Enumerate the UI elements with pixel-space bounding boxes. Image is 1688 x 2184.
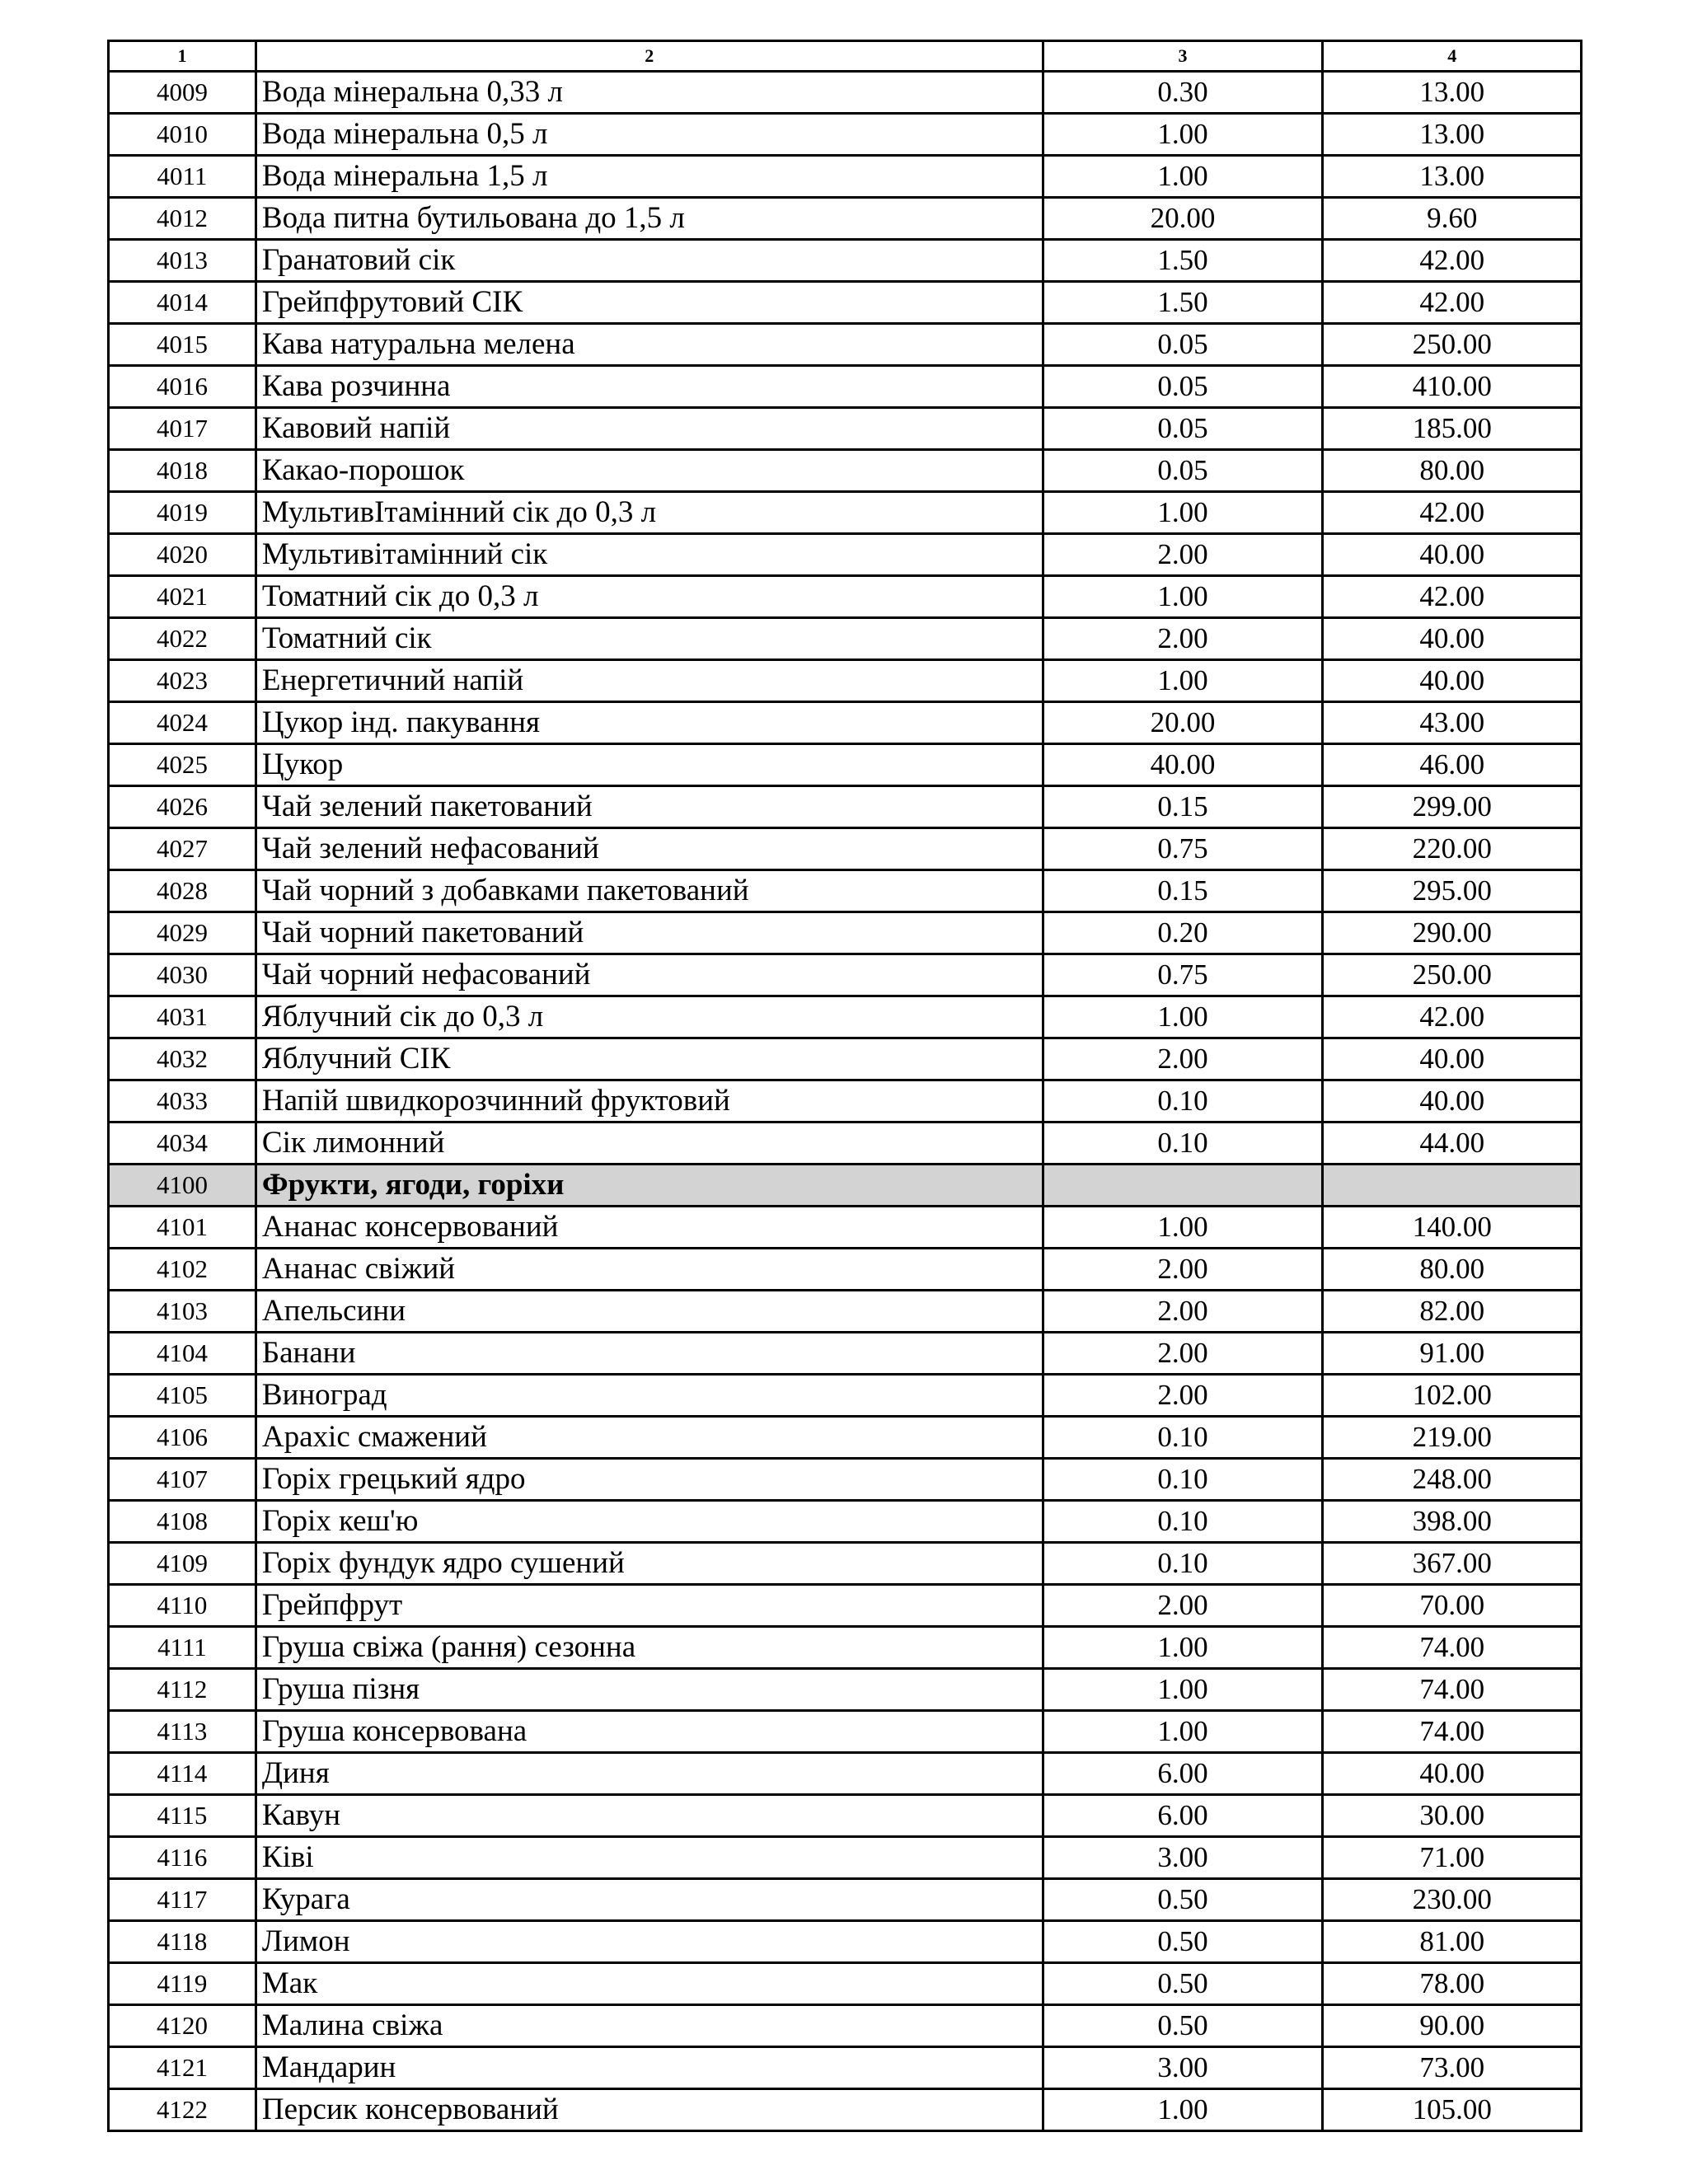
table-row xyxy=(109,72,1582,114)
item-code: 4108 xyxy=(109,1501,256,1543)
table-row xyxy=(109,1038,1582,1080)
item-column-3: 0.50 xyxy=(1043,1963,1323,2005)
item-name: Томатний сік до 0,3 л xyxy=(256,576,1043,618)
item-column-3: 0.50 xyxy=(1043,1921,1323,1963)
item-code: 4103 xyxy=(109,1291,256,1333)
item-name: Грейпфрутовий СІК xyxy=(256,282,1043,324)
price-table xyxy=(107,40,1582,2132)
table-row xyxy=(109,870,1582,912)
item-code: 4122 xyxy=(109,2089,256,2131)
item-name: Яблучний сік до 0,3 л xyxy=(256,996,1043,1038)
item-code: 4023 xyxy=(109,660,256,702)
item-column-3: 0.15 xyxy=(1043,870,1323,912)
column-header-3: 3 xyxy=(1043,41,1323,72)
item-code: 4119 xyxy=(109,1963,256,2005)
item-column-4: 398.00 xyxy=(1323,1501,1582,1543)
item-column-3: 2.00 xyxy=(1043,1249,1323,1291)
table-row xyxy=(109,1921,1582,1963)
item-column-3: 1.00 xyxy=(1043,1711,1323,1753)
table-row xyxy=(109,996,1582,1038)
item-column-4: 30.00 xyxy=(1323,1795,1582,1837)
item-column-3: 0.50 xyxy=(1043,1879,1323,1921)
item-column-4: 44.00 xyxy=(1323,1122,1582,1165)
item-name: Персик консервований xyxy=(256,2089,1043,2131)
item-column-4: 219.00 xyxy=(1323,1417,1582,1459)
item-column-4: 81.00 xyxy=(1323,1921,1582,1963)
item-code: 4027 xyxy=(109,828,256,870)
item-column-4: 82.00 xyxy=(1323,1291,1582,1333)
item-name: Томатний сік xyxy=(256,618,1043,660)
item-column-4 xyxy=(1323,1165,1582,1207)
item-code: 4021 xyxy=(109,576,256,618)
item-code: 4030 xyxy=(109,954,256,996)
item-code: 4120 xyxy=(109,2005,256,2047)
table-row xyxy=(109,912,1582,954)
item-code: 4010 xyxy=(109,114,256,156)
item-name: Фрукти, ягоди, горіхи xyxy=(256,1165,1043,1207)
table-row xyxy=(109,2047,1582,2089)
item-name: Кава натуральна мелена xyxy=(256,324,1043,366)
item-column-3: 1.00 xyxy=(1043,156,1323,198)
item-column-3: 20.00 xyxy=(1043,198,1323,240)
section-row xyxy=(109,1165,1582,1207)
item-name: Чай чорний пакетований xyxy=(256,912,1043,954)
table-row xyxy=(109,1501,1582,1543)
item-name: Банани xyxy=(256,1333,1043,1375)
item-column-4: 40.00 xyxy=(1323,1038,1582,1080)
table-row xyxy=(109,576,1582,618)
item-column-3: 1.00 xyxy=(1043,1669,1323,1711)
item-column-4: 90.00 xyxy=(1323,2005,1582,2047)
item-column-3: 1.00 xyxy=(1043,492,1323,534)
item-name: Цукор xyxy=(256,744,1043,786)
item-name: Вода питна бутильована до 1,5 л xyxy=(256,198,1043,240)
item-column-3: 2.00 xyxy=(1043,1333,1323,1375)
item-name: Гранатовий сік xyxy=(256,240,1043,282)
table-row xyxy=(109,786,1582,828)
item-code: 4115 xyxy=(109,1795,256,1837)
table-row xyxy=(109,1375,1582,1417)
item-code: 4105 xyxy=(109,1375,256,1417)
table-header xyxy=(109,41,1582,72)
item-code: 4111 xyxy=(109,1627,256,1669)
item-column-3: 1.00 xyxy=(1043,114,1323,156)
table-row xyxy=(109,1249,1582,1291)
item-column-3: 0.50 xyxy=(1043,2005,1323,2047)
item-column-4: 73.00 xyxy=(1323,2047,1582,2089)
item-column-3: 0.10 xyxy=(1043,1122,1323,1165)
item-code: 4025 xyxy=(109,744,256,786)
item-column-3: 0.10 xyxy=(1043,1080,1323,1122)
table-row xyxy=(109,2089,1582,2131)
item-code: 4113 xyxy=(109,1711,256,1753)
table-row xyxy=(109,1459,1582,1501)
item-column-4: 80.00 xyxy=(1323,1249,1582,1291)
table-row xyxy=(109,114,1582,156)
item-name: Чай чорний нефасований xyxy=(256,954,1043,996)
table-row xyxy=(109,1417,1582,1459)
item-column-3: 3.00 xyxy=(1043,1837,1323,1879)
table-row xyxy=(109,1207,1582,1249)
item-name: Виноград xyxy=(256,1375,1043,1417)
item-name: Мультивітамінний сік xyxy=(256,534,1043,576)
item-column-4: 40.00 xyxy=(1323,1753,1582,1795)
table-row xyxy=(109,492,1582,534)
item-column-3: 2.00 xyxy=(1043,618,1323,660)
table-row xyxy=(109,1711,1582,1753)
item-code: 4033 xyxy=(109,1080,256,1122)
item-column-3: 0.20 xyxy=(1043,912,1323,954)
table-row xyxy=(109,408,1582,450)
item-column-3: 0.10 xyxy=(1043,1417,1323,1459)
item-column-4: 43.00 xyxy=(1323,702,1582,744)
table-row xyxy=(109,1291,1582,1333)
item-column-3: 1.00 xyxy=(1043,576,1323,618)
item-name: Малина свіжа xyxy=(256,2005,1043,2047)
item-name: Ананас свіжий xyxy=(256,1249,1043,1291)
item-column-4: 70.00 xyxy=(1323,1585,1582,1627)
item-code: 4031 xyxy=(109,996,256,1038)
item-column-4: 290.00 xyxy=(1323,912,1582,954)
item-name: Кавун xyxy=(256,1795,1043,1837)
item-column-3: 3.00 xyxy=(1043,2047,1323,2089)
item-column-4: 220.00 xyxy=(1323,828,1582,870)
item-column-4: 367.00 xyxy=(1323,1543,1582,1585)
item-code: 4009 xyxy=(109,72,256,114)
item-column-3: 6.00 xyxy=(1043,1795,1323,1837)
table-row xyxy=(109,702,1582,744)
item-code: 4022 xyxy=(109,618,256,660)
item-column-4: 250.00 xyxy=(1323,954,1582,996)
item-column-4: 80.00 xyxy=(1323,450,1582,492)
item-column-4: 40.00 xyxy=(1323,1080,1582,1122)
column-header-1: 1 xyxy=(109,41,256,72)
item-column-3: 0.05 xyxy=(1043,408,1323,450)
item-code: 4106 xyxy=(109,1417,256,1459)
item-code: 4024 xyxy=(109,702,256,744)
table-row xyxy=(109,618,1582,660)
item-column-4: 40.00 xyxy=(1323,618,1582,660)
item-column-4: 230.00 xyxy=(1323,1879,1582,1921)
item-column-4: 248.00 xyxy=(1323,1459,1582,1501)
table-row xyxy=(109,198,1582,240)
item-column-4: 9.60 xyxy=(1323,198,1582,240)
item-code: 4114 xyxy=(109,1753,256,1795)
table-row xyxy=(109,1963,1582,2005)
table-row xyxy=(109,1333,1582,1375)
item-name: Ківі xyxy=(256,1837,1043,1879)
item-column-3: 0.10 xyxy=(1043,1543,1323,1585)
item-code: 4118 xyxy=(109,1921,256,1963)
item-code: 4011 xyxy=(109,156,256,198)
item-name: Напій швидкорозчинний фруктовий xyxy=(256,1080,1043,1122)
table-row xyxy=(109,1122,1582,1165)
table-row xyxy=(109,534,1582,576)
table-row xyxy=(109,2005,1582,2047)
item-column-4: 42.00 xyxy=(1323,996,1582,1038)
item-name: Ананас консервований xyxy=(256,1207,1043,1249)
table-row xyxy=(109,828,1582,870)
table-row xyxy=(109,1837,1582,1879)
item-name: Мак xyxy=(256,1963,1043,2005)
item-column-4: 91.00 xyxy=(1323,1333,1582,1375)
item-column-4: 74.00 xyxy=(1323,1669,1582,1711)
item-code: 4017 xyxy=(109,408,256,450)
item-name: Грейпфрут xyxy=(256,1585,1043,1627)
item-code: 4100 xyxy=(109,1165,256,1207)
item-column-3: 0.10 xyxy=(1043,1459,1323,1501)
item-column-4: 13.00 xyxy=(1323,156,1582,198)
table-row xyxy=(109,240,1582,282)
item-column-3: 2.00 xyxy=(1043,1375,1323,1417)
item-column-4: 42.00 xyxy=(1323,576,1582,618)
table-row xyxy=(109,366,1582,408)
item-code: 4028 xyxy=(109,870,256,912)
item-column-3: 2.00 xyxy=(1043,1291,1323,1333)
item-column-3: 1.50 xyxy=(1043,282,1323,324)
item-code: 4016 xyxy=(109,366,256,408)
item-column-4: 46.00 xyxy=(1323,744,1582,786)
item-name: Лимон xyxy=(256,1921,1043,1963)
item-name: Енергетичний напій xyxy=(256,660,1043,702)
table-row xyxy=(109,324,1582,366)
item-column-3: 2.00 xyxy=(1043,534,1323,576)
item-name: Сік лимонний xyxy=(256,1122,1043,1165)
column-header-4: 4 xyxy=(1323,41,1582,72)
item-code: 4112 xyxy=(109,1669,256,1711)
item-name: МультивІтамінний сік до 0,3 л xyxy=(256,492,1043,534)
table-row xyxy=(109,1753,1582,1795)
item-column-3: 0.05 xyxy=(1043,366,1323,408)
item-column-3: 1.00 xyxy=(1043,1207,1323,1249)
item-code: 4032 xyxy=(109,1038,256,1080)
item-column-3: 0.75 xyxy=(1043,954,1323,996)
item-code: 4013 xyxy=(109,240,256,282)
item-name: Диня xyxy=(256,1753,1043,1795)
item-code: 4107 xyxy=(109,1459,256,1501)
item-column-4: 74.00 xyxy=(1323,1627,1582,1669)
item-column-4: 295.00 xyxy=(1323,870,1582,912)
item-column-3: 0.05 xyxy=(1043,324,1323,366)
item-name: Чай чорний з добавками пакетований xyxy=(256,870,1043,912)
item-name: Апельсини xyxy=(256,1291,1043,1333)
table-row xyxy=(109,954,1582,996)
item-column-4: 250.00 xyxy=(1323,324,1582,366)
item-column-3: 20.00 xyxy=(1043,702,1323,744)
item-name: Кавовий напій xyxy=(256,408,1043,450)
header-row xyxy=(109,41,1582,72)
item-column-4: 71.00 xyxy=(1323,1837,1582,1879)
item-code: 4102 xyxy=(109,1249,256,1291)
item-column-4: 105.00 xyxy=(1323,2089,1582,2131)
item-code: 4014 xyxy=(109,282,256,324)
table-body xyxy=(109,72,1582,2131)
column-header-2: 2 xyxy=(256,41,1043,72)
item-name: Груша пізня xyxy=(256,1669,1043,1711)
item-column-3: 0.30 xyxy=(1043,72,1323,114)
item-name: Горіх фундук ядро сушений xyxy=(256,1543,1043,1585)
table-row xyxy=(109,660,1582,702)
item-column-3: 2.00 xyxy=(1043,1585,1323,1627)
table-row xyxy=(109,156,1582,198)
item-code: 4117 xyxy=(109,1879,256,1921)
item-column-3: 0.10 xyxy=(1043,1501,1323,1543)
item-column-4: 102.00 xyxy=(1323,1375,1582,1417)
item-code: 4020 xyxy=(109,534,256,576)
item-code: 4104 xyxy=(109,1333,256,1375)
item-code: 4018 xyxy=(109,450,256,492)
table-row xyxy=(109,450,1582,492)
table-row xyxy=(109,1080,1582,1122)
table-row xyxy=(109,1543,1582,1585)
table-row xyxy=(109,282,1582,324)
item-code: 4109 xyxy=(109,1543,256,1585)
item-name: Арахіс смажений xyxy=(256,1417,1043,1459)
item-column-3: 0.05 xyxy=(1043,450,1323,492)
item-name: Чай зелений пакетований xyxy=(256,786,1043,828)
item-column-4: 40.00 xyxy=(1323,660,1582,702)
table-row xyxy=(109,1585,1582,1627)
item-column-3: 1.00 xyxy=(1043,660,1323,702)
item-column-3: 1.00 xyxy=(1043,996,1323,1038)
item-code: 4034 xyxy=(109,1122,256,1165)
item-code: 4029 xyxy=(109,912,256,954)
item-name: Вода мінеральна 0,5 л xyxy=(256,114,1043,156)
item-column-4: 42.00 xyxy=(1323,492,1582,534)
item-name: Цукор інд. пакування xyxy=(256,702,1043,744)
item-column-3: 2.00 xyxy=(1043,1038,1323,1080)
item-name: Яблучний СІК xyxy=(256,1038,1043,1080)
item-column-3: 6.00 xyxy=(1043,1753,1323,1795)
item-column-4: 13.00 xyxy=(1323,72,1582,114)
item-column-4: 410.00 xyxy=(1323,366,1582,408)
item-name: Какао-порошок xyxy=(256,450,1043,492)
item-code: 4121 xyxy=(109,2047,256,2089)
item-name: Вода мінеральна 1,5 л xyxy=(256,156,1043,198)
item-column-4: 140.00 xyxy=(1323,1207,1582,1249)
item-code: 4101 xyxy=(109,1207,256,1249)
table-row xyxy=(109,744,1582,786)
table-row xyxy=(109,1669,1582,1711)
item-column-4: 42.00 xyxy=(1323,282,1582,324)
item-column-4: 42.00 xyxy=(1323,240,1582,282)
item-column-4: 74.00 xyxy=(1323,1711,1582,1753)
item-column-3 xyxy=(1043,1165,1323,1207)
item-column-3: 1.00 xyxy=(1043,2089,1323,2131)
item-column-3: 40.00 xyxy=(1043,744,1323,786)
item-column-4: 40.00 xyxy=(1323,534,1582,576)
item-code: 4116 xyxy=(109,1837,256,1879)
item-column-4: 13.00 xyxy=(1323,114,1582,156)
item-name: Горіх грецький ядро xyxy=(256,1459,1043,1501)
table-row xyxy=(109,1795,1582,1837)
item-code: 4019 xyxy=(109,492,256,534)
item-column-4: 185.00 xyxy=(1323,408,1582,450)
item-column-3: 1.50 xyxy=(1043,240,1323,282)
item-column-3: 1.00 xyxy=(1043,1627,1323,1669)
item-name: Вода мінеральна 0,33 л xyxy=(256,72,1043,114)
item-column-4: 78.00 xyxy=(1323,1963,1582,2005)
table-row xyxy=(109,1879,1582,1921)
item-name: Мандарин xyxy=(256,2047,1043,2089)
item-name: Курага xyxy=(256,1879,1043,1921)
item-code: 4110 xyxy=(109,1585,256,1627)
item-name: Груша консервована xyxy=(256,1711,1043,1753)
item-name: Кава розчинна xyxy=(256,366,1043,408)
item-code: 4012 xyxy=(109,198,256,240)
item-column-4: 299.00 xyxy=(1323,786,1582,828)
table-row xyxy=(109,1627,1582,1669)
item-name: Чай зелений нефасований xyxy=(256,828,1043,870)
item-name: Груша свіжа (рання) сезонна xyxy=(256,1627,1043,1669)
item-column-3: 0.75 xyxy=(1043,828,1323,870)
item-code: 4015 xyxy=(109,324,256,366)
item-column-3: 0.15 xyxy=(1043,786,1323,828)
item-code: 4026 xyxy=(109,786,256,828)
item-name: Горіх кеш'ю xyxy=(256,1501,1043,1543)
